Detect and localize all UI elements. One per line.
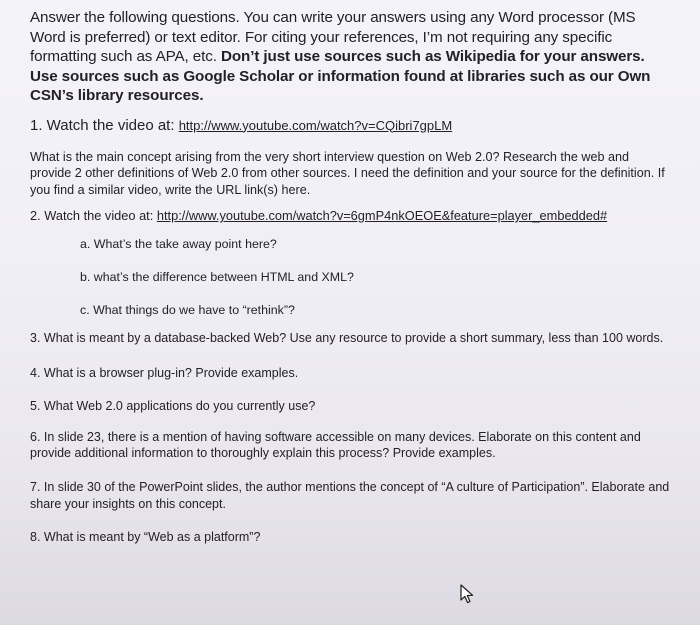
mouse-pointer-icon [460, 584, 474, 604]
instructions-text: Answer the following questions. You can write your answers using any Word processor (MS Word is preferred) or text editor. For citing your references, I’m not requiring any specific formatting such as APA, etc. [30, 9, 636, 65]
question-2-sub-c: c. What things do we have to “rethink”? [80, 303, 295, 318]
question-2-sub-a: a. What’s the take away point here? [80, 237, 277, 252]
instructions-bold-text: Don’t just use sources such as Wikipedia for your answers. Use sources such as Google Scholar or information found at libraries such as our Own CSN’s library resources. [30, 48, 651, 104]
question-4: 4. What is a browser plug-in? Provide examples. [30, 365, 299, 380]
question-2-sub-b: b. what’s the difference between HTML and XML? [80, 270, 354, 285]
question-7: 7. In slide 30 of the PowerPoint slides, the author mentions the concept of “A culture of Participation”. Elaborate and share your insights on this concept. [30, 480, 670, 511]
question-1-video-link[interactable]: http://www.youtube.com/watch?v=CQibri7gpLM [178, 117, 453, 133]
instructions-paragraph [30, 8, 672, 106]
question-1-text: What is the main concept arising from the very short interview question on Web 2.0? Research the web and provide 2 other definitions of Web 2.0 from other sources. I need the definition and your source for the definition. If you find a similar video, write the URL link(s) here. [30, 149, 665, 197]
question-8: 8. What is meant by “Web as a platform”? [30, 530, 261, 545]
question-6: 6. In slide 23, there is a mention of having software accessible on many devices. Elaborate on this content and provide additional information to thoroughly explain this process? Provide examples. [30, 429, 641, 460]
question-2-heading [30, 207, 672, 224]
question-2-video-link[interactable]: http://www.youtube.com/watch?v=6gmP4nkOEOE&feature=player_embedded# [156, 208, 608, 224]
question-3: 3. What is meant by a database-backed Web? Use any resource to provide a short summary, less than 100 words. [30, 331, 664, 346]
question-2-prefix: 2. Watch the video at: [30, 208, 157, 224]
question-1-prefix: 1. Watch the video at: [30, 116, 179, 134]
question-5: 5. What Web 2.0 applications do you currently use? [30, 399, 316, 414]
question-1-heading [30, 116, 672, 135]
